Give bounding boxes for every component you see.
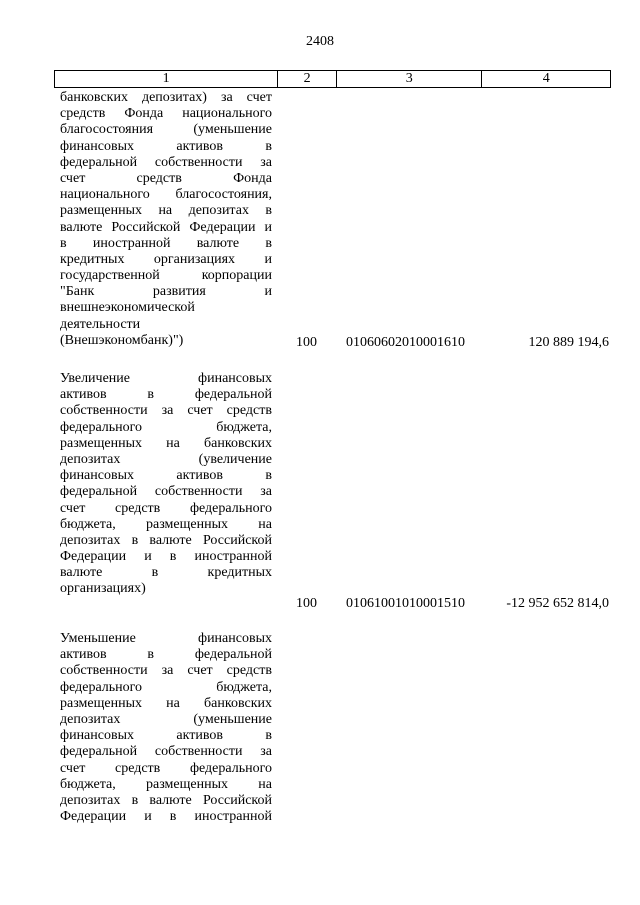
text-line: средств Фонда национального bbox=[60, 106, 272, 122]
text-line: федеральной собственности за bbox=[60, 154, 272, 170]
text-line: государственной корпорации bbox=[60, 268, 272, 284]
text-line: депозитах в валюте Российской bbox=[60, 792, 272, 808]
text-line: Федерации и в иностранной bbox=[60, 809, 272, 825]
column-header-3: 3 bbox=[337, 71, 482, 87]
text-line: федерального бюджета, bbox=[60, 679, 272, 695]
text-line: депозитах (увеличение bbox=[60, 451, 272, 467]
text-line: Федерации и в иностранной bbox=[60, 549, 272, 565]
text-line: "Банк развития и bbox=[60, 284, 272, 300]
text-line: Уменьшение финансовых bbox=[60, 631, 272, 646]
text-line: федерального бюджета, bbox=[60, 419, 272, 435]
text-line: финансовых активов в bbox=[60, 728, 272, 744]
budget-code: 01061001010001510 bbox=[346, 596, 465, 611]
text-line: валюте Российской Федерации и bbox=[60, 219, 272, 235]
text-line: бюджета, размещенных на bbox=[60, 776, 272, 792]
text-line: финансовых активов в bbox=[60, 468, 272, 484]
text-line: (Внешэкономбанк)") bbox=[60, 332, 184, 348]
amount: 120 889 194,6 bbox=[528, 335, 609, 350]
table-header bbox=[54, 70, 611, 88]
text-line: деятельности bbox=[60, 316, 141, 332]
text-line: валюте в кредитных bbox=[60, 565, 272, 581]
text-line: размещенных на депозитах в bbox=[60, 203, 272, 219]
text-line: внешнеэкономической bbox=[60, 300, 195, 316]
text-line: федеральной собственности за bbox=[60, 484, 272, 500]
text-line: размещенных на банковских bbox=[60, 435, 272, 451]
text-line: в иностранной валюте в bbox=[60, 235, 272, 251]
text-line: кредитных организациях и bbox=[60, 251, 272, 267]
text-line: собственности за счет средств bbox=[60, 403, 272, 419]
text-line: счет средств федерального bbox=[60, 500, 272, 516]
text-line: активов в федеральной bbox=[60, 387, 272, 403]
text-line: депозитах (уменьшение bbox=[60, 711, 272, 727]
admin-code: 100 bbox=[296, 335, 317, 350]
amount: -12 952 652 814,0 bbox=[506, 596, 609, 611]
row-description bbox=[60, 90, 272, 349]
text-line: банковских депозитах) за счет bbox=[60, 90, 272, 105]
text-line: счет средств Фонда bbox=[60, 170, 272, 186]
page-number: 2408 bbox=[306, 34, 334, 49]
text-line: бюджета, размещенных на bbox=[60, 516, 272, 532]
text-line: Увеличение финансовых bbox=[60, 371, 272, 386]
text-line: национального благосостояния, bbox=[60, 187, 272, 203]
column-header-4: 4 bbox=[542, 71, 550, 86]
text-line: организациях) bbox=[60, 581, 146, 597]
text-line: собственности за счет средств bbox=[60, 663, 272, 679]
text-line: активов в федеральной bbox=[60, 647, 272, 663]
row-description bbox=[60, 371, 272, 598]
budget-code: 01060602010001610 bbox=[346, 335, 465, 350]
text-line: счет средств федерального bbox=[60, 760, 272, 776]
admin-code: 100 bbox=[296, 596, 317, 611]
text-line: финансовых активов в bbox=[60, 138, 272, 154]
text-line: федеральной собственности за bbox=[60, 744, 272, 760]
row-description bbox=[60, 631, 272, 825]
text-line: благосостояния (уменьшение bbox=[60, 122, 272, 138]
text-line: размещенных на банковских bbox=[60, 695, 272, 711]
column-header-2: 2 bbox=[278, 71, 337, 87]
text-line: депозитах в валюте Российской bbox=[60, 532, 272, 548]
column-header-1: 1 bbox=[55, 71, 278, 87]
